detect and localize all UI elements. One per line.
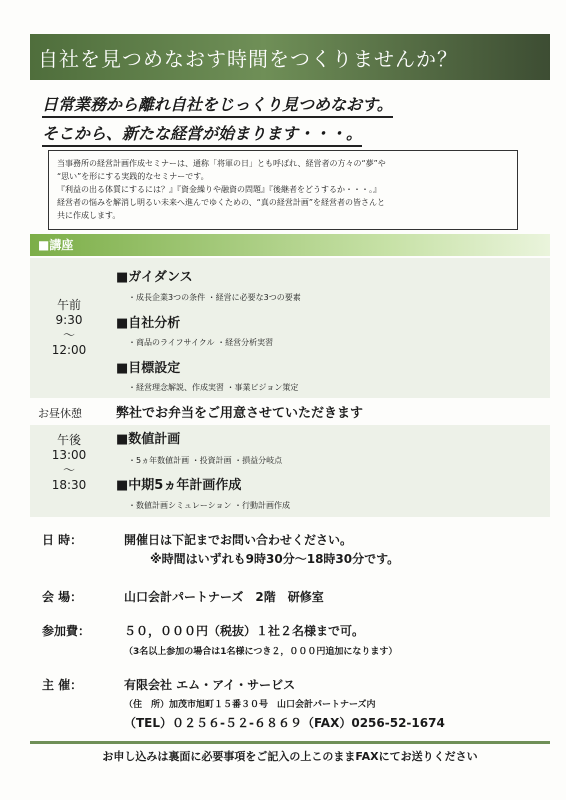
time-end: 18:30 <box>51 478 87 492</box>
host-label: 主 催： <box>42 678 83 692</box>
intro-box <box>48 150 518 230</box>
time-sep: ～ <box>62 463 75 477</box>
intro-line: 共に作成します。 <box>57 211 121 220</box>
host-contact: （TEL）０２５６-５２-６８６９（FAX）0256-52-1674 <box>124 716 445 730</box>
footer-divider <box>30 741 550 744</box>
intro-line: 当事務所の経営計画作成セミナーは、通称「将軍の日」とも呼ばれ、経営者の方々の“夢”や <box>57 159 386 168</box>
program-header <box>30 234 550 256</box>
program-header-label: ■講座 <box>38 238 74 252</box>
fee-note: （3名以上参加の場合は1名様につき２，０００円追加になります） <box>124 647 398 657</box>
topic-title: ■目標設定 <box>116 361 181 376</box>
date-line-1: 開催日は下記までお問い合わせください。 <box>124 533 353 547</box>
time-label: 午前 <box>56 298 81 312</box>
title-banner <box>30 34 550 80</box>
intro-line: 『利益の出る体質にするには？』『資金繰りや融資の問題』『後継者をどうするか・・・。』 <box>57 185 381 194</box>
topic-title: ■数値計画 <box>116 432 181 447</box>
topic-title: ■自社分析 <box>116 316 181 331</box>
time-start: 13:00 <box>51 448 87 462</box>
venue-label: 会 場： <box>42 590 83 604</box>
time-end: 12:00 <box>51 343 87 357</box>
intro-line: “思い”を形にする実践的なセミナーです。 <box>57 172 209 181</box>
topic-title: ■中期5ヵ年計画作成 <box>116 478 242 493</box>
morning-block <box>30 258 550 398</box>
topic-title: ■ガイダンス <box>116 270 193 285</box>
date-label: 日 時： <box>42 533 83 547</box>
lunch-label: お昼休憩 <box>38 407 82 420</box>
page-title: 自社を見つめなおす時間をつくりませんか？ <box>38 46 458 71</box>
afternoon-time <box>36 433 102 493</box>
host-address: （住 所）加茂市旭町１５番３０号 山口会計パートナーズ内 <box>124 700 376 710</box>
topic-sub: ・5ヵ年数値計画 ・投資計画 ・損益分岐点 <box>128 456 283 465</box>
lead-line-2: そこから、新たな経営が始まります・・・。 <box>42 121 362 147</box>
date-line-2: ※時間はいずれも9時30分～18時30分です。 <box>150 552 400 566</box>
fee-label: 参加費： <box>42 624 91 638</box>
topic-sub: ・経営理念解説、作成実習 ・事業ビジョン策定 <box>128 383 299 392</box>
time-sep: ～ <box>62 328 75 342</box>
time-label: 午後 <box>56 433 81 447</box>
morning-time <box>36 298 102 358</box>
host-name: 有限会社 エム・アイ・サービス <box>124 678 296 692</box>
lunch-text: 弊社でお弁当をご用意させていただきます <box>116 406 364 421</box>
venue-value: 山口会計パートナーズ 2階 研修室 <box>124 590 324 604</box>
lead-line-1: 日常業務から離れ自社をじっくり見つめなおす。 <box>42 92 393 118</box>
intro-line: 経営者の悩みを解消し明るい未来へ進んでゆくための、“真の経営計画”を経営者の皆さんと <box>57 198 385 207</box>
time-start: 9:30 <box>55 313 83 327</box>
topic-sub: ・成長企業3つの条件 ・経営に必要な3つの要素 <box>128 293 301 302</box>
fee-value: ５０，０００円（税抜）１社２名様まで可。 <box>124 624 365 638</box>
topic-sub: ・数値計画シミュレーション ・行動計画作成 <box>128 501 291 510</box>
footer-note: お申し込みは裏面に必要事項をご記入の上このままFAXにてお送りください <box>102 750 478 763</box>
topic-sub: ・商品のライフサイクル ・経営分析実習 <box>128 338 274 347</box>
